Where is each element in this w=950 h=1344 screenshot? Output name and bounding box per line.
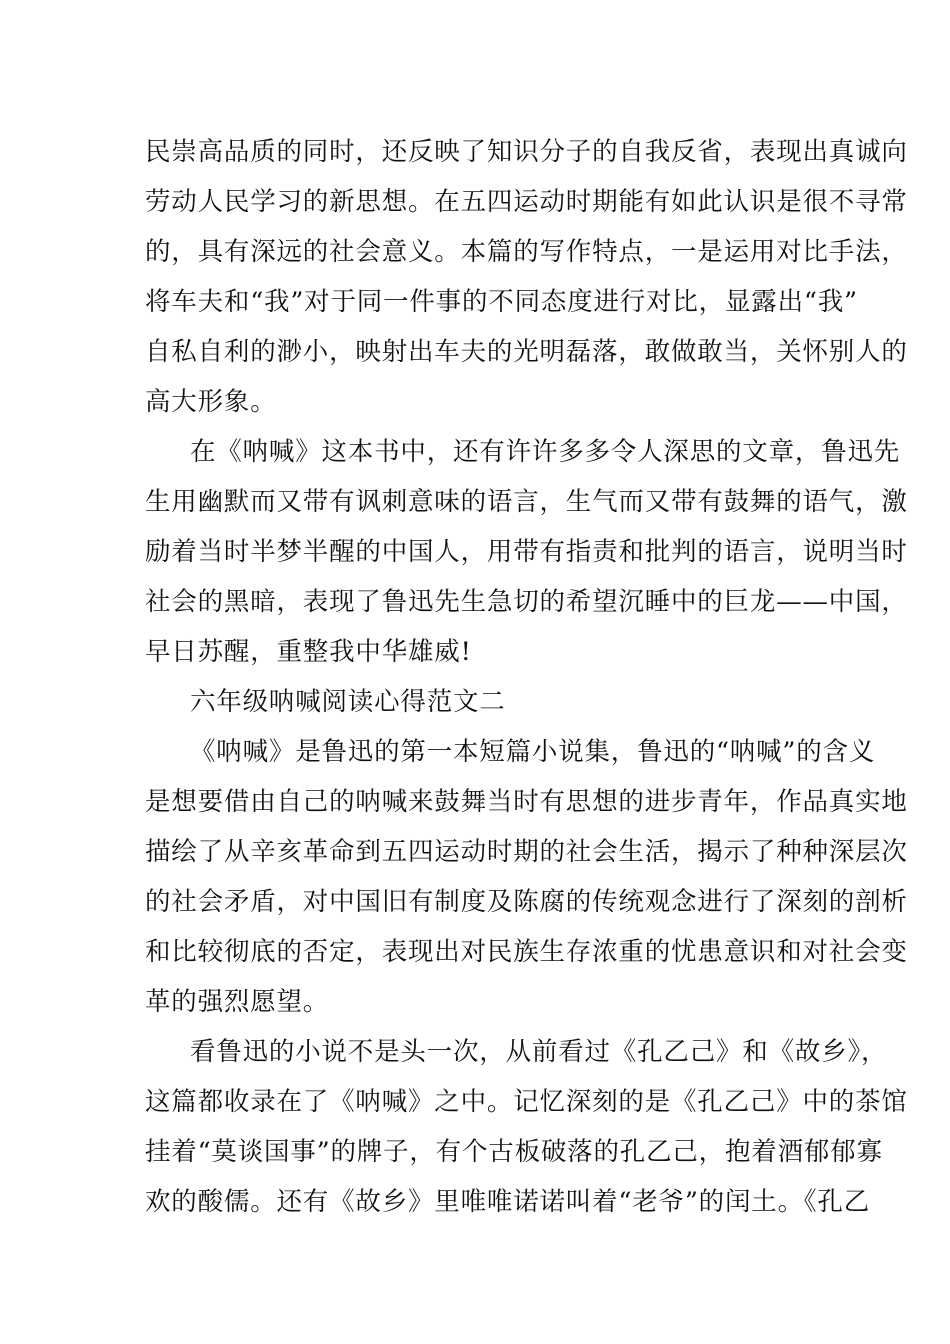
text-line: 将车夫和“我”对于同一件事的不同态度进行对比，显露出“我” — [145, 287, 858, 317]
text-line: 民崇高品质的同时，还反映了知识分子的自我反省，表现出真诚向 — [145, 137, 908, 167]
text-line: 的社会矛盾，对中国旧有制度及陈腐的传统观念进行了深刻的剖析 — [145, 887, 908, 917]
text-line: 生用幽默而又带有讽刺意味的语言，生气而又带有鼓舞的语气，激 — [145, 487, 908, 517]
text-line: 励着当时半梦半醒的中国人，用带有指责和批判的语言，说明当时 — [145, 537, 908, 567]
text-line: 社会的黑暗，表现了鲁迅先生急切的希望沉睡中的巨龙——中国， — [145, 587, 908, 617]
text-line: 《呐喊》是鲁迅的第一本短篇小说集，鲁迅的“呐喊”的含义 — [190, 737, 876, 767]
text-line: 描绘了从辛亥革命到五四运动时期的社会生活，揭示了种种深层次 — [145, 837, 908, 867]
text-line: 劳动人民学习的新思想。在五四运动时期能有如此认识是很不寻常 — [145, 187, 908, 217]
text-line: 看鲁迅的小说不是头一次，从前看过《孔乙己》和《故乡》， — [190, 1037, 888, 1067]
text-line: 是想要借由自己的呐喊来鼓舞当时有思想的进步青年，作品真实地 — [145, 787, 908, 817]
text-line: 高大形象。 — [145, 387, 277, 417]
text-line: 这篇都收录在了《呐喊》之中。记忆深刻的是《孔乙己》中的茶馆 — [145, 1087, 908, 1117]
text-line: 欢的酸儒。还有《故乡》里唯唯诺诺叫着“老爷”的闰土。《孔乙 — [145, 1187, 871, 1217]
text-line: 挂着“莫谈国事”的牌子，有个古板破落的孔乙己，抱着酒郁郁寡 — [145, 1137, 883, 1167]
section-heading: 六年级呐喊阅读心得范文二 — [190, 687, 506, 717]
text-line: 革的强烈愿望。 — [145, 987, 330, 1017]
text-line: 自私自利的渺小，映射出车夫的光明磊落，敢做敢当，关怀别人的 — [145, 337, 908, 367]
text-line: 早日苏醒，重整我中华雄威! — [145, 637, 472, 667]
text-line: 的，具有深远的社会意义。本篇的写作特点，一是运用对比手法， — [145, 237, 908, 267]
text-line: 和比较彻底的否定，表现出对民族生存浓重的忧患意识和对社会变 — [145, 937, 908, 967]
text-line: 在《呐喊》这本书中，还有许许多多令人深思的文章，鲁迅先 — [190, 437, 901, 467]
